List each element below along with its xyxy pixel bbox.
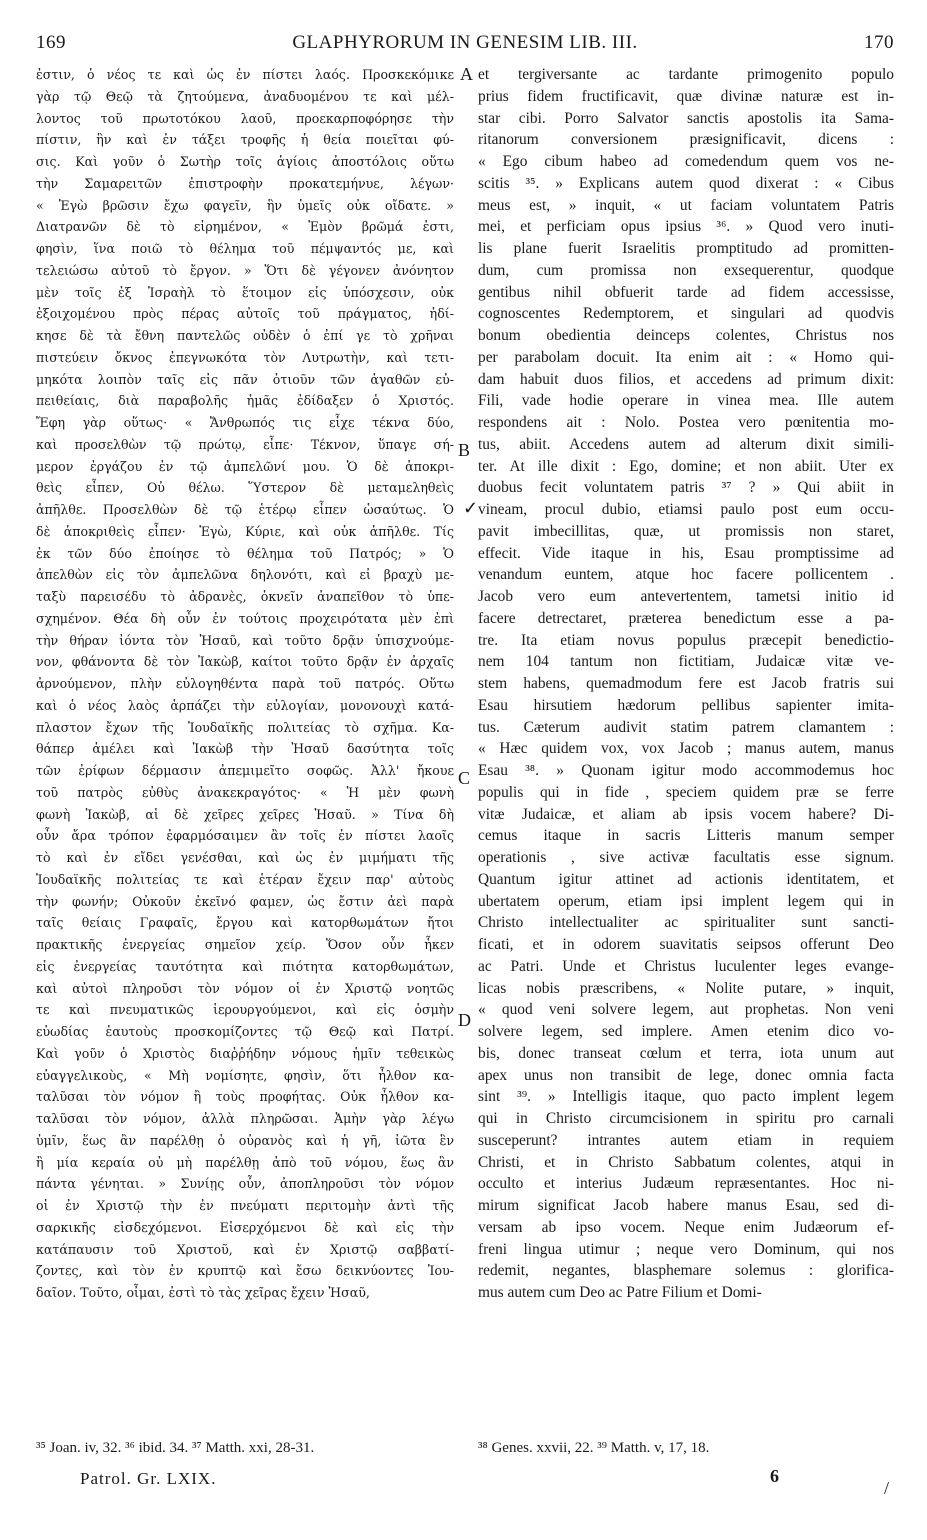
text-line: mei, et perficiam opus ipsius ³⁶. » Quod vero inuti-: [478, 218, 894, 236]
text-line: prius fidem fructificavit, quæ divinæ naturæ est in-: [478, 87, 894, 105]
text-line: τελειώσω αὐτοῦ τὸ ἔργον. » Ὅτι δὲ γέγονεν ἀνόνητον: [36, 262, 454, 278]
text-line: pavit imbecillitas, quæ, ut promissis non staret,: [478, 522, 894, 540]
text-line: κησε δὲ τὰ ἔθνη παντελῶς οὐδὲν ὁ ἐπί γε τὸ χρῆναι: [36, 328, 454, 343]
text-line: καὶ προσελθὼν τῷ πρώτῳ, εἶπε· Τέκνον, ὕπαγε σή-: [36, 436, 454, 452]
text-line: Quantum igitur attinet ad actionis identitatem, et: [478, 870, 894, 888]
text-line: ζοντες, καὶ τὸν ἐν κρυπτῷ καὶ ἔσω δεικνύοντες Ἰου-: [36, 1263, 454, 1279]
text-line: εὐαγγελικοὺς, « Μὴ νομίσητε, φησὶν, ὅτι ἦλθον κα-: [36, 1067, 454, 1083]
text-line: ἐστιν, ὁ νέος τε καὶ ὡς ἐν πίστει λαός. Προσκεκόμικε: [36, 67, 454, 82]
text-line: γὰρ τῷ Θεῷ τὰ ζητούμενα, ἀναδυομένου τε καὶ μέλ-: [36, 88, 454, 104]
text-line: Ἔφη γὰρ οὕτως· « Ἄνθρωπός τις εἶχε τέκνα δύο,: [36, 415, 454, 430]
text-line: τὴν φωνήν; Οὐκοῦν ἐκεῖνό φαμεν, ὡς ἔστιν ἀεὶ παρὰ: [36, 893, 454, 909]
text-line: ficati, et in odorem suavitatis seipsos offerunt Deo: [478, 936, 894, 953]
text-line: εὐωδίας ἑαυτοὺς προσκομίζοντες τῷ Θεῷ καὶ Πατρί.: [36, 1024, 454, 1039]
text-line: ἀπελθὼν εἰς τὸν ἀμπελῶνα δηλονότι, καὶ εἰ βραχὺ με-: [36, 567, 454, 583]
text-line: πάντα γένηται. » Συνίῃς οὖν, ἀποπληροῦσι τὸν νόμον: [36, 1176, 454, 1192]
text-line: δὲ ἀποκριθεὶς εἶπεν· Ἐγὼ, Κύριε, καὶ οὐκ ἀπῆλθε. Τίς: [36, 523, 454, 539]
text-line: qui in Christo circumcisionem in spiritu pro carnali: [478, 1110, 894, 1127]
text-line: populis qui in fide , speciem quidem præ se ferre: [478, 783, 894, 801]
signature-mark: 6: [770, 1466, 779, 1486]
text-line: mus autem cum Deo ac Patre Filium et Domi-: [478, 1284, 762, 1301]
text-line: ter. At ille dixit : Ego, domine; et non abiit. Uter ex: [478, 457, 894, 475]
text-line: τε καὶ πνευματικῶς ἱερουργούμενοι, καὶ εἰς ὀσμὴν: [36, 1002, 454, 1018]
text-line: stem habens, quemadmodum fere est Jacob fratris sui: [478, 675, 894, 692]
greek-column: [36, 64, 454, 1304]
text-line: ταλῦσαι τὸν νόμον, ἀλλὰ πληρῶσαι. Ἀμὴν γὰρ λέγω: [36, 1111, 454, 1126]
text-line: ritanorum conversionem præsignificavit, dicens :: [478, 131, 894, 149]
margin-check-mark: ✓: [463, 498, 479, 518]
margin-tick-mark: /: [884, 1478, 890, 1498]
text-line: « quod veni solvere legem, aut prophetas. Non veni: [478, 1001, 894, 1019]
text-line: tus, abiit. Accedens autem ad alterum dixit simili-: [478, 435, 894, 453]
text-line: πίστιν, ἣν καὶ ἐν τάξει τροφῆς ἡ θεία ποιεῖται φύ-: [36, 132, 454, 148]
text-line: ταῖς θείαις Γραφαῖς, ἔργου καὶ κατορθωμάτων ἤτοι: [36, 915, 454, 931]
text-line: Christo intellectualiter ac spiritualiter sunt sancti-: [478, 914, 894, 932]
text-line: effecit. Vide itaque in his, Esau promptissime ad: [478, 544, 894, 562]
text-line: bis, donec transeat cœlum et terra, iota unum aut: [478, 1044, 894, 1062]
page-number-left: 169: [36, 32, 66, 53]
text-line: occulto et interius Judæum repræsentantes. Hoc ni-: [478, 1175, 894, 1193]
text-line: tus. Cæterum audivit statim patrem clamantem :: [478, 718, 894, 736]
text-line: gentibus nihil obfuerit tarde ad fidem accessisse,: [478, 283, 894, 301]
text-line: ἐκ τῶν δύο ἐποίησε τὸ θέλημα τοῦ Πατρός; » Ὁ: [36, 545, 454, 561]
footnotes-left: ³⁵ Joan. iv, 32. ³⁶ ibid. 34. ³⁷ Matth. xxi, 28-31.: [36, 1440, 315, 1456]
text-line: venandum euntem, atque hoc facere pollicentem .: [478, 566, 894, 584]
text-line: redemit, negantes, blasphemare solemus : glorifica-: [478, 1262, 894, 1280]
text-line: μὲν τοῖς ἐξ Ἰσραὴλ τὸ ἕτοιμον εἰς ὑπόσχεσιν, οὐκ: [36, 284, 454, 300]
text-line: tre. Ita etiam novus populus præcepit benedictio-: [478, 631, 894, 649]
text-line: τὴν Σαμαρειτῶν ἐπιστροφὴν προκατεμήνυε, λέγων·: [36, 175, 454, 191]
text-line: τῶν ἐρίφων δέρμασιν ἀπεμιμεῖτο σοφῶς. Ἀλλ' ἤκουε: [36, 763, 454, 778]
text-line: apex unus non transibit de lege, donec omnia facta: [478, 1066, 894, 1084]
text-line: facere detrectaret, præterea benedictum esse a pa-: [478, 609, 894, 627]
text-line: σις. Καὶ γοῦν ὁ Σωτὴρ τοῖς ἁγίοις ἀποστόλοις οὕτω: [36, 154, 454, 169]
text-line: μηκότα λοιπὸν ταῖς εἰς πᾶν ὁτιοῦν τῶν ἀγαθῶν εὐ-: [36, 371, 454, 387]
text-line: ταξὺ παρεισέδυ τὸ ἀδρανὲς, ὀκνεῖν ἀναπεῖθον τὸ ὑπε-: [36, 589, 454, 604]
text-line: οἱ ἐν Χριστῷ τὴν ἐν πνεύματι περιτομὴν ἀντὶ τῆς: [36, 1198, 454, 1213]
text-line: ἢ μία κεραία οὐ μὴ παρέλθῃ ἀπὸ τοῦ νόμου, ἕως ἂν: [36, 1154, 454, 1170]
text-line: dum, cum promissa non exsequerentur, quodque: [478, 261, 894, 279]
text-line: vineam, procul dubio, etiamsi paulo post eum occu-: [478, 501, 894, 518]
series-line: Patrol. Gr. LXIX.: [80, 1469, 217, 1488]
text-line: star cibi. Porro Salvator sanctis apostolis ita Sama-: [478, 109, 894, 127]
text-line: θάπερ ἀμέλει καὶ Ἰακὼβ τὴν Ἠσαῦ δασύτητα τοῖς: [36, 741, 454, 757]
text-line: meus est, » inquit, « ut faciam voluntatem Patris: [478, 196, 894, 214]
text-line: καὶ αὐτοὶ πληροῦσι τὸν νόμον οἱ ἐν Χριστῷ νοητῶς: [36, 980, 454, 996]
text-line: solvere legem, sed implere. Amen etenim dico vo-: [478, 1023, 894, 1040]
text-line: σχημένον. Θέα δὴ οὖν ἐν τούτοις προχειρότατα μὲν ἐπὶ: [36, 610, 454, 626]
text-line: φησὶν, ἵνα ποιῶ τὸ θέλημα τοῦ πέμψαντός με, καὶ: [36, 241, 454, 256]
text-line: lis plane fuerit Israelitis promptitudo ad promitten-: [478, 240, 894, 257]
text-line: θεὶς εἶπεν, Οὐ θέλω. Ὕστερον δὲ μεταμεληθεὶς: [36, 480, 454, 496]
text-line: versam ab ipso vocem. Neque enim Judæorum ef-: [478, 1218, 894, 1236]
section-marker-c: C: [458, 768, 471, 788]
text-line: ταλῦσαι τὸν νόμον ἢ τοὺς προφήτας. Οὐκ ἦλθον κα-: [36, 1089, 454, 1105]
section-marker-d: D: [458, 1010, 471, 1030]
text-line: ἀπῆλθε. Προσελθὼν δὲ τῷ ἑτέρῳ εἶπεν ὡσαύτως. Ὁ: [36, 502, 454, 517]
text-line: δαῖον. Τοῦτο, οἶμαι, ἐστὶ τὸ τὰς χεῖρας ἔχειν Ἠσαῦ,: [36, 1285, 370, 1300]
text-line: « Hæc quidem vox, vox Jacob ; manus autem, manus: [478, 740, 894, 758]
text-line: ubertatem operum, etiam ipsi implent legem qui in: [478, 892, 894, 910]
text-line: πιστεύειν ὄκνος ἐπεγνωκότα τὸν Λυτρωτὴν, καὶ τετι-: [36, 349, 454, 365]
text-line: per parabolam docuit. Ita enim ait : « Homo qui-: [478, 348, 894, 366]
text-line: nem 104 tantum non fictitiam, Judaicæ vitæ ve-: [478, 653, 894, 671]
text-line: πρακτικῆς ἐνεργείας σημεῖον χείρ. Ὅσον οὖν ἧκεν: [36, 937, 454, 952]
text-line: οὖν ἄρα τρόπον ἐφαρμόσαιμεν ἂν τοῖς ἐν πίστει λαοῖς: [36, 828, 454, 844]
text-line: Christi, et in Christo Sabbatum colentes, atqui in: [478, 1153, 894, 1171]
text-line: ἀρνούμενον, πλὴν εὐλογηθέντα παρὰ τοῦ πατρός. Οὕτω: [36, 676, 454, 691]
text-line: εἰς ἐνεργείας ταυτότητα καὶ πιότητα κατορθωμάτων,: [36, 958, 454, 974]
text-line: et tergiversante ac tardante primogenito populo: [478, 66, 894, 83]
text-line: cognoscentes Redemptorem, et singulari ad quodvis: [478, 305, 894, 323]
text-line: καὶ ὁ νέος λαὸς ἁρπάζει τὴν εὐλογίαν, μονονουχὶ κατά-: [36, 697, 454, 713]
text-line: sint ³⁹. » Intelligis itaque, quo pacto implent legem: [478, 1088, 894, 1106]
text-line: κατάπαυσιν τοῦ Χριστοῦ, καὶ ἐν Χριστῷ σαββατί-: [36, 1241, 454, 1257]
page-number-right: 170: [864, 32, 894, 53]
text-line: νον, φθάνοντα δὲ τὸν Ἰακὼβ, καίτοι τοῦτο δρᾷν ἐν ἀρχαῖς: [36, 654, 454, 670]
text-line: susceperunt? intrantes autem etiam in requiem: [478, 1131, 894, 1149]
text-line: respondens ait : Nolo. Postea vero pœnitentia mo-: [478, 414, 894, 431]
text-line: freni lingua utimur ; neque vero Dominum, qui nos: [478, 1240, 894, 1258]
text-line: bonum obedientia deinceps colentes, Christus nos: [478, 327, 894, 344]
section-marker-a: A: [460, 64, 473, 84]
text-line: φωνὴ Ἰακὼβ, αἱ δὲ χεῖρες χεῖρες Ἠσαῦ. » Τίνα δὴ: [36, 806, 454, 822]
text-line: « Ego cibum habeo ad comedendum quem vos ne-: [478, 153, 894, 170]
text-line: τὸ καὶ ἐν εἴδει γενέσθαι, καὶ ὡς ἐν μιμήματι τῆς: [36, 850, 454, 865]
text-line: duobus fecit voluntatem patris ³⁷ ? » Qui abiit in: [478, 479, 894, 497]
text-line: dam habuit duos filios, et accedens ad primum dixit:: [478, 370, 894, 388]
text-line: ὑμῖν, ἕως ἂν παρέλθῃ ὁ οὐρανὸς καὶ ἡ γῆ, ἰῶτα ἓν: [36, 1132, 454, 1148]
text-line: Ἰουδαϊκῆς πολιτείας τε καὶ ἑτέραν ἔχειν παρ' αὐτοὺς: [36, 871, 454, 887]
text-line: τὴν θήραν ἰόντα τὸν Ἠσαῦ, καὶ τοῦτο δρᾷν ὑπισχνούμε-: [36, 632, 454, 648]
running-title: GLAPHYRORUM IN GENESIM LIB. III.: [292, 32, 638, 53]
text-line: πλαστον ἔχων τῆς Ἰουδαϊκῆς πολιτείας τὸ σχῆμα. Κα-: [36, 719, 454, 735]
text-line: Καὶ γοῦν ὁ Χριστὸς διαῤῥήδην νόμους ἡμῖν τεθεικὼς: [36, 1045, 454, 1061]
text-line: Esau ³⁸. » Quonam igitur modo accommodemus hoc: [478, 762, 894, 779]
text-line: λοντος τοῦ πρωτοτόκου λαοῦ, προεκαρποφόρησε τὴν: [36, 110, 454, 126]
text-line: mirum significat Jacob habere manus Esau, sed di-: [478, 1197, 894, 1214]
text-line: Διατρανῶν δὲ τὸ εἰρημένον, « Ἐμὸν βρῶμά ἐστι,: [36, 219, 454, 235]
text-line: vitæ Judaicæ, et aliam ab ipsis vocem habere? Di-: [478, 805, 894, 823]
text-line: cemus itaque in sacris Litteris manum semper: [478, 827, 894, 845]
text-line: operationis , sive activæ facultatis esse signum.: [478, 849, 894, 866]
text-line: τοῦ πατρὸς εὐθὺς ἀνακεκραγότος· « Ἡ μὲν φωνὴ: [36, 784, 454, 800]
section-marker-b: B: [458, 440, 471, 460]
text-line: Jacob vero eum antevertentem, tametsi initio id: [478, 588, 894, 605]
text-line: ac Patri. Unde et Christus luculenter leges evange-: [478, 957, 894, 975]
latin-column: [478, 64, 894, 1304]
footnotes-right: ³⁸ Genes. xxvii, 22. ³⁹ Matth. v, 17, 18.: [478, 1440, 710, 1456]
text-line: licas nobis præscribens, « Nolite putare, » inquit,: [478, 979, 894, 997]
text-line: ἐξοιχομένου πρὸς πέρας αὐτοῖς τοῦ πράγματος, ἠδί-: [36, 306, 454, 322]
text-line: πειθείαις, διὰ παραβολῆς ἡμᾶς ἐδίδαξεν ὁ Χριστός.: [36, 393, 454, 409]
text-line: Esau hirsutiem hædorum pellibus sapienter imita-: [478, 696, 894, 714]
text-line: Fili, vade hodie operare in vinea mea. Ille autem: [478, 392, 894, 410]
text-line: μερον ἐργάζου ἐν τῷ ἀμπελῶνί μου. Ὁ δὲ ἀποκρι-: [36, 458, 454, 474]
running-header: [36, 32, 894, 56]
text-line: scitis ³⁵. » Explicans autem quod dixerat : « Cibus: [478, 174, 894, 192]
text-line: σαρκικῆς εἰσδεχόμενοι. Εἰσερχόμενοι δὲ καὶ εἰς τὴν: [36, 1219, 454, 1235]
text-line: « Ἐγὼ βρῶσιν ἔχω φαγεῖν, ἣν ὑμεῖς οὐκ οἴδατε. »: [36, 197, 454, 213]
